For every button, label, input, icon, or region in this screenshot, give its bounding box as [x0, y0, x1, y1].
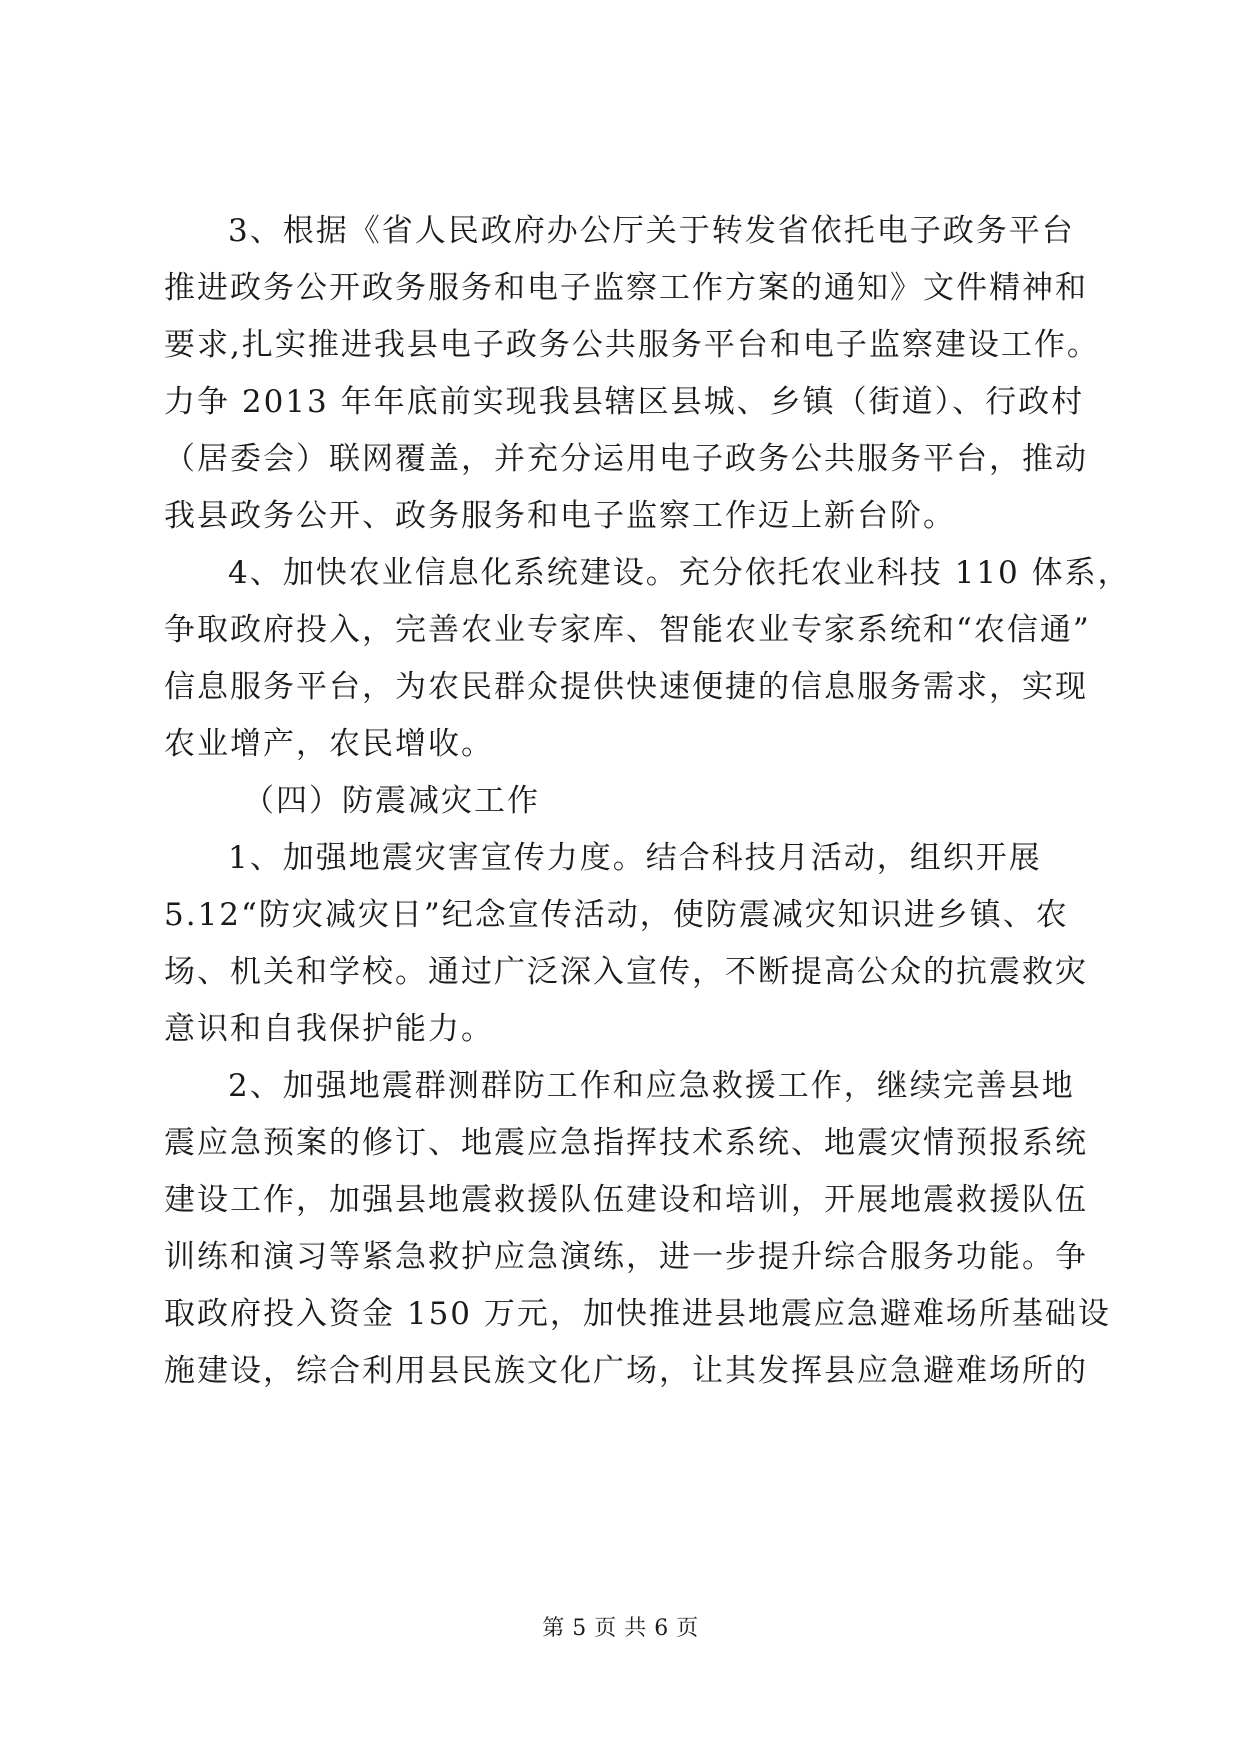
- paragraph-line: 1、加强地震灾害宣传力度。结合科技月活动，组织开展: [228, 840, 1042, 876]
- paragraph-line: 建设工作，加强县地震救援队伍建设和培训，开展地震救援队伍: [164, 1182, 1088, 1218]
- paragraph-line: 我县政务公开、政务服务和电子监察工作迈上新台阶。: [164, 498, 956, 534]
- paragraph-line: 力争 2013 年年底前实现我县辖区县城、乡镇（街道）、行政村: [164, 384, 1085, 420]
- paragraph-line: 施建设，综合利用县民族文化广场，让其发挥县应急避难场所的: [164, 1353, 1088, 1389]
- paragraph-line: 4、加快农业信息化系统建设。充分依托农业科技 110 体系，: [228, 555, 1131, 591]
- paragraph-line: 意识和自我保护能力。: [164, 1011, 494, 1047]
- paragraph-line: 2、加强地震群测群防工作和应急救援工作，继续完善县地: [228, 1068, 1075, 1104]
- paragraph-line: 震应急预案的修订、地震应急指挥技术系统、地震灾情预报系统: [164, 1125, 1088, 1161]
- paragraph-line: 取政府投入资金 150 万元，加快推进县地震应急避难场所基础设: [164, 1296, 1111, 1332]
- paragraph-line: （居委会）联网覆盖，并充分运用电子政务公共服务平台，推动: [164, 441, 1088, 477]
- paragraph-line: 场、机关和学校。通过广泛深入宣传，不断提高公众的抗震救灾: [164, 954, 1088, 990]
- paragraph-line: 争取政府投入，完善农业专家库、智能农业专家系统和“农信通”: [164, 612, 1091, 648]
- paragraph-line: 信息服务平台，为农民群众提供快速便捷的信息服务需求，实现: [164, 669, 1088, 705]
- paragraph-line: 农业增产，农民增收。: [164, 726, 494, 762]
- paragraph-line: 训练和演习等紧急救护应急演练，进一步提升综合服务功能。争: [164, 1239, 1088, 1275]
- paragraph-line: 3、根据《省人民政府办公厅关于转发省依托电子政务平台: [228, 213, 1075, 249]
- section-heading: （四）防震减灾工作: [243, 783, 540, 819]
- paragraph-line: 推进政务公开政务服务和电子监察工作方案的通知》文件精神和: [164, 270, 1088, 306]
- paragraph-line: 要求,扎实推进我县电子政务公共服务平台和电子监察建设工作。: [164, 327, 1100, 363]
- page-footer: 第 5 页 共 6 页: [542, 1616, 699, 1641]
- paragraph-line: 5.12“防灾减灾日”纪念宣传活动，使防震减灾知识进乡镇、农: [164, 897, 1069, 933]
